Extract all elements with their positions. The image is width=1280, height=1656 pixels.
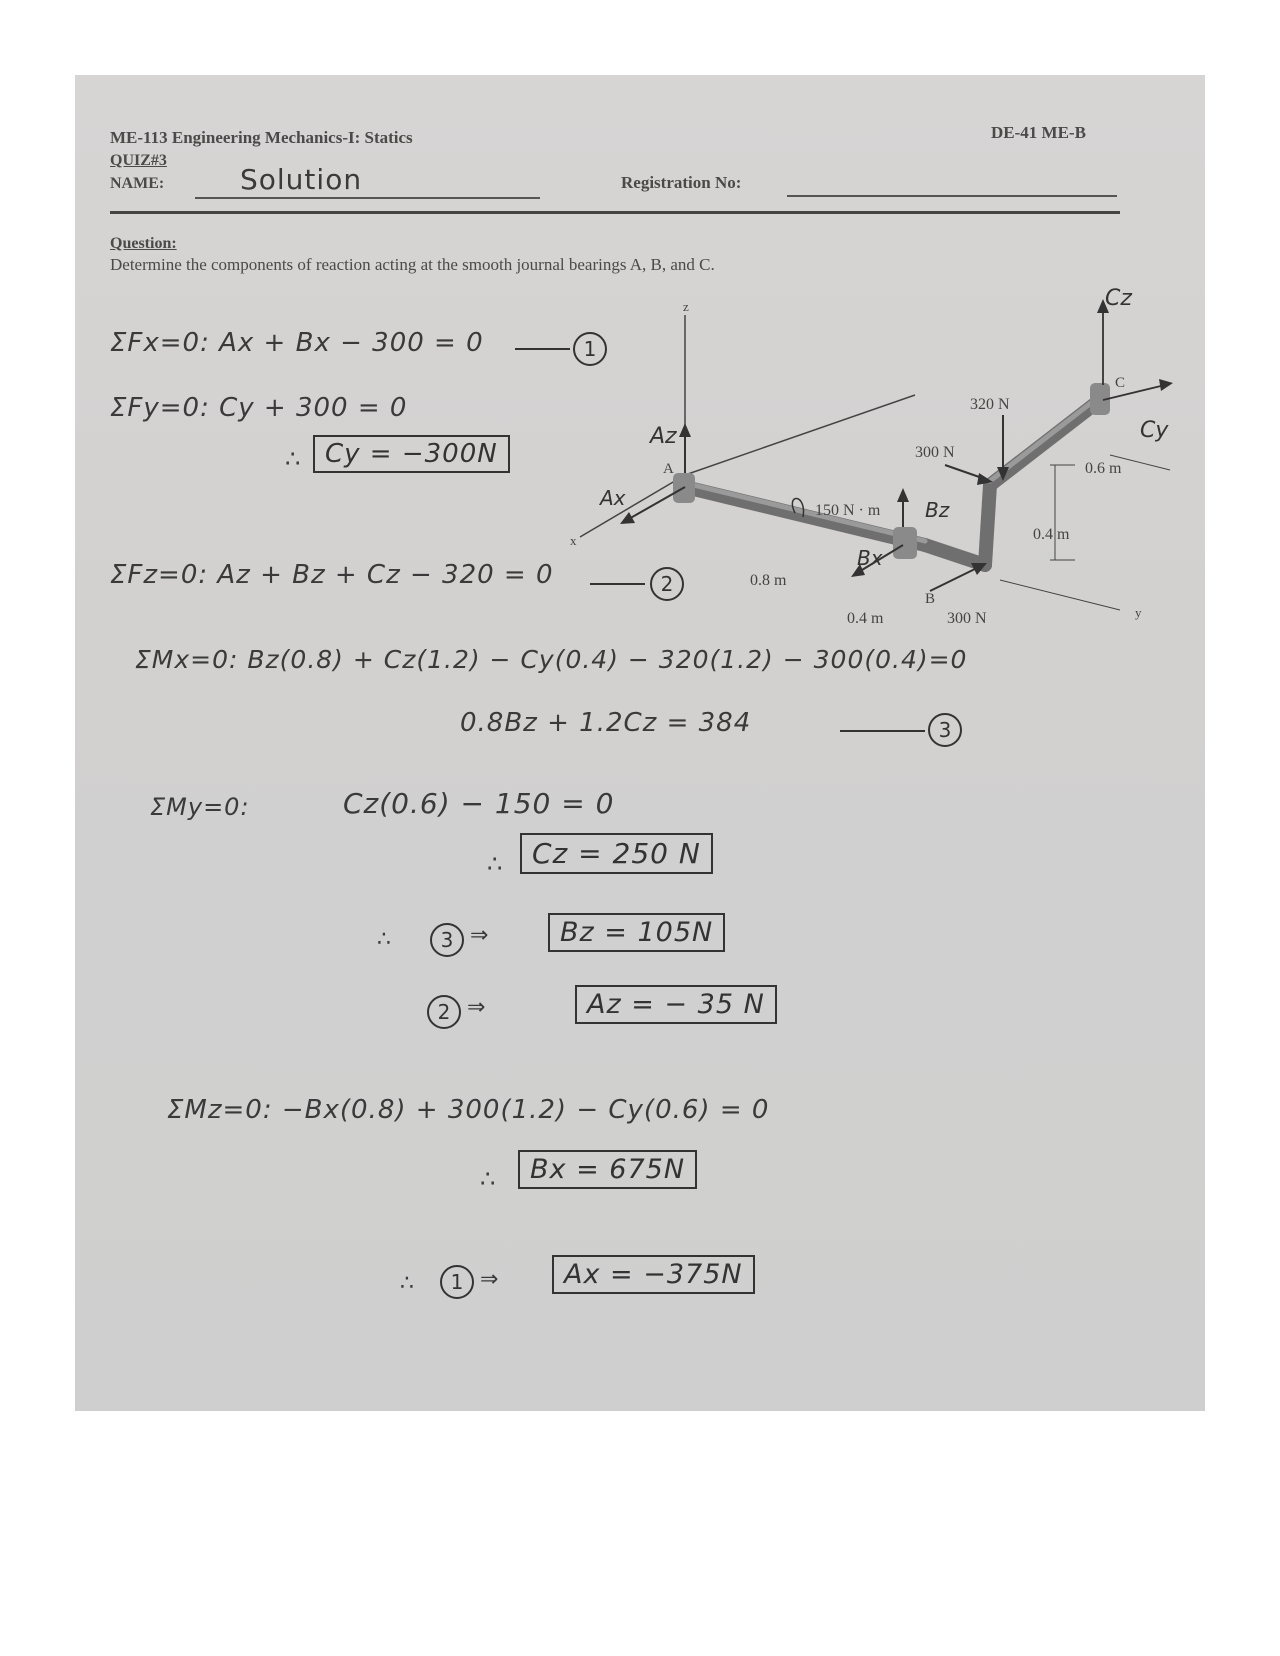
result-cy: Cy = −300N (313, 435, 510, 473)
equation-sum-fx: ΣFx=0: Ax + Bx − 300 = 0 (110, 328, 484, 358)
point-b-label: B (925, 591, 936, 607)
result-cz: Cz = 250 N (520, 833, 713, 874)
equation-sum-my: ΣMy=0: (150, 793, 250, 821)
hand-cz-label: Cz (1105, 286, 1132, 311)
point-a-label: A (663, 461, 674, 477)
question-text: Determine the components of reaction acting at the smooth journal bearings A, B, and C. (110, 255, 715, 274)
axis-x-label: x (570, 533, 577, 548)
equation-my-body: Cz(0.6) − 150 = 0 (343, 787, 615, 820)
implies-az: ⇒ (467, 995, 487, 1020)
dim-08-label: 0.8 m (750, 572, 787, 589)
therefore-cy: ∴ (285, 445, 302, 473)
name-underline (195, 197, 540, 199)
result-az: Az = − 35 N (575, 985, 777, 1024)
registration-underline (787, 195, 1117, 197)
therefore-bz: ∴ (377, 927, 392, 952)
equation-tag-3: 3 (928, 713, 962, 747)
result-bz: Bz = 105N (548, 913, 725, 952)
hand-ax-label: Ax (600, 486, 626, 510)
name-label: NAME: (110, 175, 165, 192)
implies-ax: ⇒ (480, 1267, 500, 1292)
hand-cy-label: Cy (1140, 418, 1169, 443)
equation-tag-1: 1 (573, 332, 607, 366)
result-ax: Ax = −375N (552, 1255, 755, 1294)
dim-04-bottom-label: 0.4 m (847, 610, 884, 627)
reference-tag-3: 3 (430, 923, 464, 957)
point-c-label: C (1115, 375, 1126, 391)
name-value: Solution (240, 163, 363, 196)
equation-sum-mz: ΣMz=0: −Bx(0.8) + 300(1.2) − Cy(0.6) = 0 (167, 1095, 770, 1125)
dim-06-label: 0.6 m (1085, 460, 1122, 477)
load-300-top-label: 300 N (915, 444, 955, 461)
hand-az-label: Az (650, 424, 677, 449)
reference-tag-1: 1 (440, 1265, 474, 1299)
x-axis-line (580, 475, 685, 537)
registration-label: Registration No: (621, 173, 742, 192)
implies-bz: ⇒ (470, 923, 490, 948)
quiz-sheet (75, 75, 1205, 1411)
hand-bx-label: Bx (857, 546, 883, 570)
equation-sum-mx: ΣMx=0: Bz(0.8) + Cz(1.2) − Cy(0.4) − 320(1.2) − 300(0.4)=0 (135, 645, 968, 674)
load-300-bottom-label: 300 N (947, 610, 987, 627)
reference-tag-2: 2 (427, 995, 461, 1029)
load-320-label: 320 N (970, 396, 1010, 413)
question-label: Question: (110, 235, 177, 252)
y-axis-line (685, 395, 915, 475)
equation-mx-simplified: 0.8Bz + 1.2Cz = 384 (460, 708, 752, 738)
quiz-number: QUIZ#3 (110, 152, 167, 169)
class-code: DE-41 ME-B (991, 123, 1086, 142)
header-divider (110, 211, 1120, 214)
bearing-b (893, 527, 917, 559)
result-bx: Bx = 675N (518, 1150, 697, 1189)
shaft-diagram (570, 286, 1185, 685)
course-title: ME-113 Engineering Mechanics-I: Statics (110, 128, 413, 147)
equation-sum-fy: ΣFy=0: Cy + 300 = 0 (110, 393, 408, 423)
axis-z-label: z (683, 299, 689, 314)
therefore-ax: ∴ (400, 1271, 415, 1296)
equation-sum-fz: ΣFz=0: Az + Bz + Cz − 320 = 0 (110, 560, 554, 590)
equation-tag-2: 2 (650, 567, 684, 601)
dim-04-right-label: 0.4 m (1033, 526, 1070, 543)
therefore-cz: ∴ (487, 850, 504, 878)
axis-y-label: y (1135, 605, 1142, 620)
hand-bz-label: Bz (925, 498, 950, 522)
couple-label: 150 N · m (815, 502, 881, 519)
therefore-bx: ∴ (480, 1165, 497, 1193)
